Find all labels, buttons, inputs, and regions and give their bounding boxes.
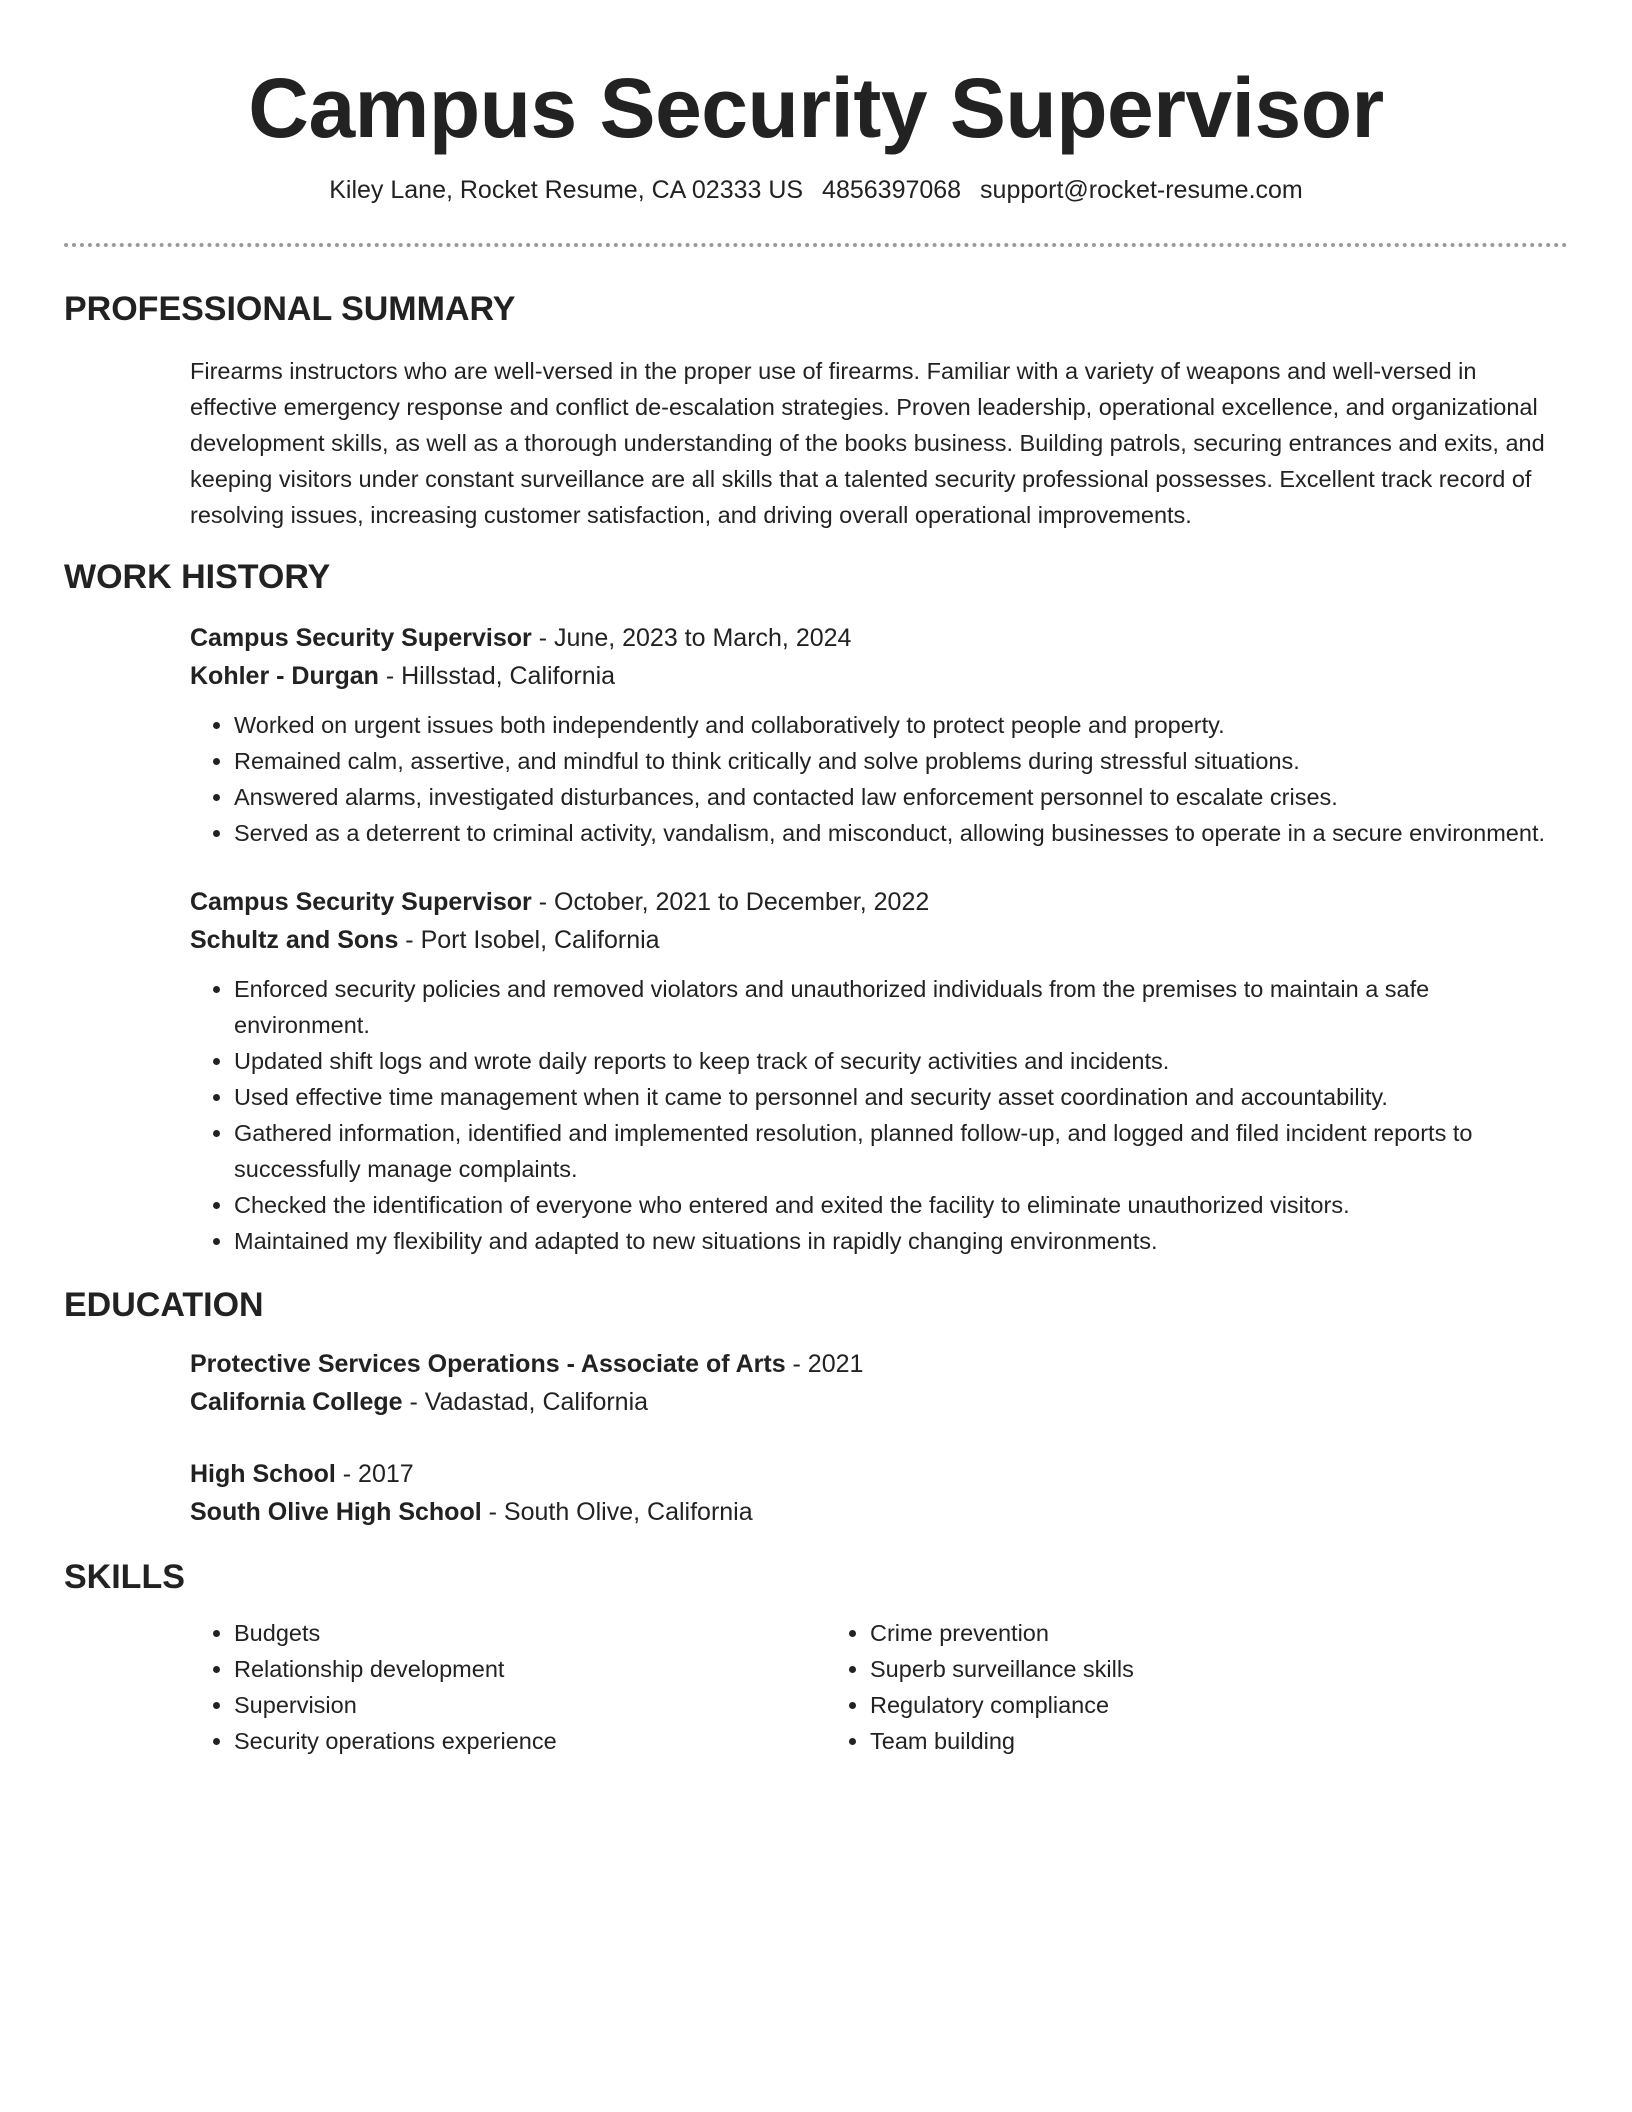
skill-item: • Crime prevention <box>870 1615 1462 1651</box>
school-name: South Olive High School <box>190 1498 482 1526</box>
skill-item: • Budgets <box>234 1615 826 1651</box>
job-dates: - October, 2021 to December, 2022 <box>531 888 930 916</box>
job-duty: • Used effective time management when it came to personnel and security asset coordination and accountability. <box>234 1079 1568 1115</box>
job-entry <box>190 619 1568 851</box>
job-dates: - June, 2023 to March, 2024 <box>531 624 852 652</box>
job-location: - Port Isobel, California <box>398 926 660 954</box>
work-history-heading: WORK HISTORY <box>64 558 331 596</box>
degree-year: - 2017 <box>335 1460 414 1488</box>
school-location: - Vadastad, California <box>402 1388 649 1416</box>
job-title-line <box>190 883 1568 921</box>
degree-line <box>190 1345 1568 1383</box>
job-duty: • Answered alarms, investigated disturbances, and contacted law enforcement personnel to escalate crises. <box>234 779 1568 815</box>
skill-item: • Security operations experience <box>234 1723 826 1759</box>
skill-item: • Regulatory compliance <box>870 1687 1462 1723</box>
skill-item: • Superb surveillance skills <box>870 1651 1462 1687</box>
job-duty: • Worked on urgent issues both independently and collaboratively to protect people and property. <box>234 707 1568 743</box>
education-entry <box>190 1455 1568 1531</box>
skills-column-left <box>190 1615 826 1759</box>
header-divider <box>64 243 1568 247</box>
degree-year: - 2021 <box>785 1350 864 1378</box>
job-duty: • Updated shift logs and wrote daily reports to keep track of security activities and incidents. <box>234 1043 1568 1079</box>
school-line <box>190 1383 1568 1421</box>
degree-line <box>190 1455 1568 1493</box>
summary-text: Firearms instructors who are well-versed in the proper use of firearms. Familiar with a variety of weapons and well-versed in effective emergency response and conflict de-escalation strategies. Proven leadership, operational excellence, and organizational development skills, as well as a thorough understanding of the books business. Building patrols, securing entrances and exits, and keeping visitors under constant surveillance are all skills that a talented security professional possesses. Excellent track record of resolving issues, increasing customer satisfaction, and driving overall operational improvements. <box>190 358 1545 528</box>
contact-phone: 4856397068 <box>822 176 962 204</box>
job-company: Kohler - Durgan <box>190 662 379 690</box>
job-duties-list <box>190 971 1568 1259</box>
job-position: Campus Security Supervisor <box>190 888 532 916</box>
job-company-line <box>190 657 1568 695</box>
job-duty: • Checked the identification of everyone who entered and exited the facility to eliminate unauthorized visitors. <box>234 1187 1568 1223</box>
job-duty: • Remained calm, assertive, and mindful to think critically and solve problems during stressful situations. <box>234 743 1568 779</box>
summary-heading: PROFESSIONAL SUMMARY <box>64 290 516 328</box>
job-duty: • Maintained my flexibility and adapted to new situations in rapidly changing environments. <box>234 1223 1568 1259</box>
job-entry <box>190 883 1568 1259</box>
school-name: California College <box>190 1388 403 1416</box>
job-duty: • Gathered information, identified and implemented resolution, planned follow-up, and logged and filed incident reports to successfully manage complaints. <box>234 1115 1568 1187</box>
skills-heading: SKILLS <box>64 1558 185 1596</box>
job-duty: • Enforced security policies and removed violators and unauthorized individuals from the premises to maintain a safe environment. <box>234 971 1568 1043</box>
skill-item: • Relationship development <box>234 1651 826 1687</box>
job-location: - Hillsstad, California <box>378 662 616 690</box>
education-heading: EDUCATION <box>64 1286 264 1324</box>
school-line <box>190 1493 1568 1531</box>
skills-grid <box>190 1615 1568 1759</box>
contact-email: support@rocket-resume.com <box>980 176 1303 204</box>
job-duty: • Served as a deterrent to criminal activity, vandalism, and misconduct, allowing businesses to operate in a secure environment. <box>234 815 1568 851</box>
skill-item: • Supervision <box>234 1687 826 1723</box>
contact-address: Kiley Lane, Rocket Resume, CA 02333 US <box>329 176 804 204</box>
job-company-line <box>190 921 1568 959</box>
job-position: Campus Security Supervisor <box>190 624 532 652</box>
contact-line <box>64 170 1568 210</box>
job-company: Schultz and Sons <box>190 926 399 954</box>
degree-name: Protective Services Operations - Associate of Arts <box>190 1350 786 1378</box>
candidate-name: Campus Security Supervisor <box>248 61 1384 155</box>
job-title-line <box>190 619 1568 657</box>
skills-column-right <box>826 1615 1462 1759</box>
degree-name: High School <box>190 1460 336 1488</box>
skill-item: • Team building <box>870 1723 1462 1759</box>
school-location: - South Olive, California <box>481 1498 753 1526</box>
job-duties-list <box>190 707 1568 851</box>
education-entry <box>190 1345 1568 1421</box>
